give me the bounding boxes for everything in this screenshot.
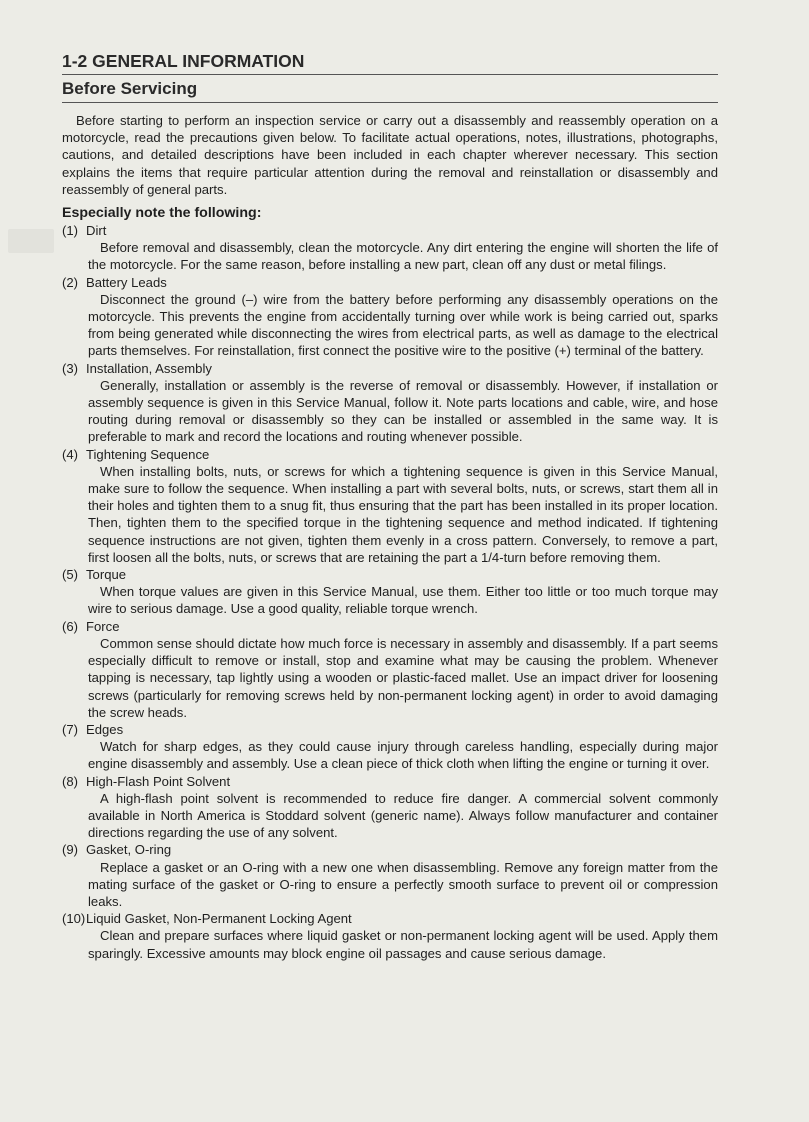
item-body: When torque values are given in this Service Manual, use them. Either too little or too much torque may wire to serious damage. Use a good quality, reliable torque wrench.: [88, 584, 718, 617]
list-item: [62, 721, 718, 773]
section-title: 1-2 GENERAL INFORMATION: [62, 50, 718, 75]
subsection-title: Before Servicing: [62, 78, 718, 103]
item-body: A high-flash point solvent is recommended to reduce fire danger. A commercial solvent commonly available in North America is Stoddard solvent (generic name). Always follow manufacturer and container directions regarding the use of any solvent.: [88, 790, 718, 841]
list-item: [62, 274, 718, 360]
item-title: Installation, Assembly: [86, 360, 212, 376]
item-number: (5): [62, 567, 79, 583]
item-body: Replace a gasket or an O-ring with a new one when disassembling. Remove any foreign matter from the mating surface of the gasket or O-ring to ensure a perfectly smooth surface to prevent oil or compression leaks.: [88, 859, 718, 909]
item-title: Gasket, O-ring: [86, 842, 172, 858]
intro-paragraph: Before starting to perform an inspection service or carry out a disassembly and reassembly operation on a motorcycle, read the precautions given below. To facilitate actual operations, notes, illustrations, photographs, cautions, and detailed descriptions have been included in each chapter wherever necessary. This section explains the items that require particular attention during the removal and reinstallation or disassembly and reassembly of general parts.: [62, 113, 718, 197]
list-item: [62, 841, 718, 910]
item-number: (6): [62, 618, 79, 634]
item-title: Liquid Gasket, Non-Permanent Locking Agent: [86, 911, 352, 927]
note-heading: Especially note the following:: [62, 205, 262, 222]
list-item: [62, 773, 718, 842]
item-number: (3): [62, 360, 79, 376]
item-title: Torque: [86, 567, 127, 583]
item-title: High-Flash Point Solvent: [86, 773, 231, 789]
item-body: Disconnect the ground (–) wire from the battery before performing any disassembly operations on the motorcycle. This prevents the engine from accidentally turning over while work is being carried out, sparks from being generated while disconnecting the wires from electrical parts, as well as damage to the electrical parts themselves. For reinstallation, first connect the positive wire to the positive (+) terminal of the battery.: [88, 291, 718, 359]
item-number: (1): [62, 223, 79, 239]
item-number: (4): [62, 446, 79, 462]
item-body: Common sense should dictate how much force is necessary in assembly and disassembly. If a part seems especially difficult to remove or install, stop and examine what may be causing the problem. Whenever tapping is necessary, tap lightly using a wooden or plastic-faced mallet. Use an impact driver for loosening screws (particularly for removing screws held by non-permanent locking agent) in order to avoid damaging the screw heads.: [88, 635, 718, 720]
item-number: (7): [62, 721, 79, 737]
item-title: Dirt: [86, 223, 107, 239]
item-body: Generally, installation or assembly is the reverse of removal or disassembly. However, if installation or assembly sequence is given in this Service Manual, follow it. Note parts locations and cable, wire, and hose routing during removal or disassembly so they can be installed or assembled in the same way. It is preferable to mark and record the locations and routing whenever possible.: [88, 377, 718, 445]
list-item: [62, 446, 718, 566]
page-content: [62, 50, 718, 962]
item-body: When installing bolts, nuts, or screws for which a tightening sequence is given in this Service Manual, make sure to follow the sequence. When installing a part with several bolts, nuts, or screws, start them all in their holes and tighten them to a snug fit, thus ensuring that the part has been installed in its proper location. Then, tighten them to the specified torque in the tightening sequence and method indicated. If tightening sequence instructions are not given, tighten them evenly in a cross pattern. Conversely, to remove a part, first loosen all the bolts, nuts, or screws that are retaining the part a 1/4-turn before removing them.: [88, 463, 718, 565]
item-body: Watch for sharp edges, as they could cause injury through careless handling, especially during major engine disassembly and assembly. Use a clean piece of thick cloth when lifting the engine or turning it over.: [88, 739, 718, 772]
item-body: Before removal and disassembly, clean the motorcycle. Any dirt entering the engine will shorten the life of the motorcycle. For the same reason, before installing a new part, clean off any dust or metal filings.: [88, 240, 718, 273]
list-item: [62, 618, 718, 721]
list-item: [62, 360, 718, 446]
item-number: (8): [62, 773, 79, 789]
item-number: (10): [62, 911, 86, 927]
list-item: [62, 910, 718, 962]
item-title: Edges: [86, 721, 124, 737]
item-title: Battery Leads: [86, 274, 167, 290]
precautions-list: [62, 222, 718, 962]
item-body: Clean and prepare surfaces where liquid gasket or non-permanent locking agent will be used. Apply them sparingly. Excessive amounts may block engine oil passages and cause serious damage.: [88, 928, 718, 961]
item-title: Force: [86, 618, 120, 634]
item-title: Tightening Sequence: [86, 446, 210, 462]
list-item: [62, 566, 718, 618]
ghost-tab-marker: [8, 229, 54, 253]
item-number: (2): [62, 274, 79, 290]
item-number: (9): [62, 842, 79, 858]
list-item: [62, 222, 718, 274]
